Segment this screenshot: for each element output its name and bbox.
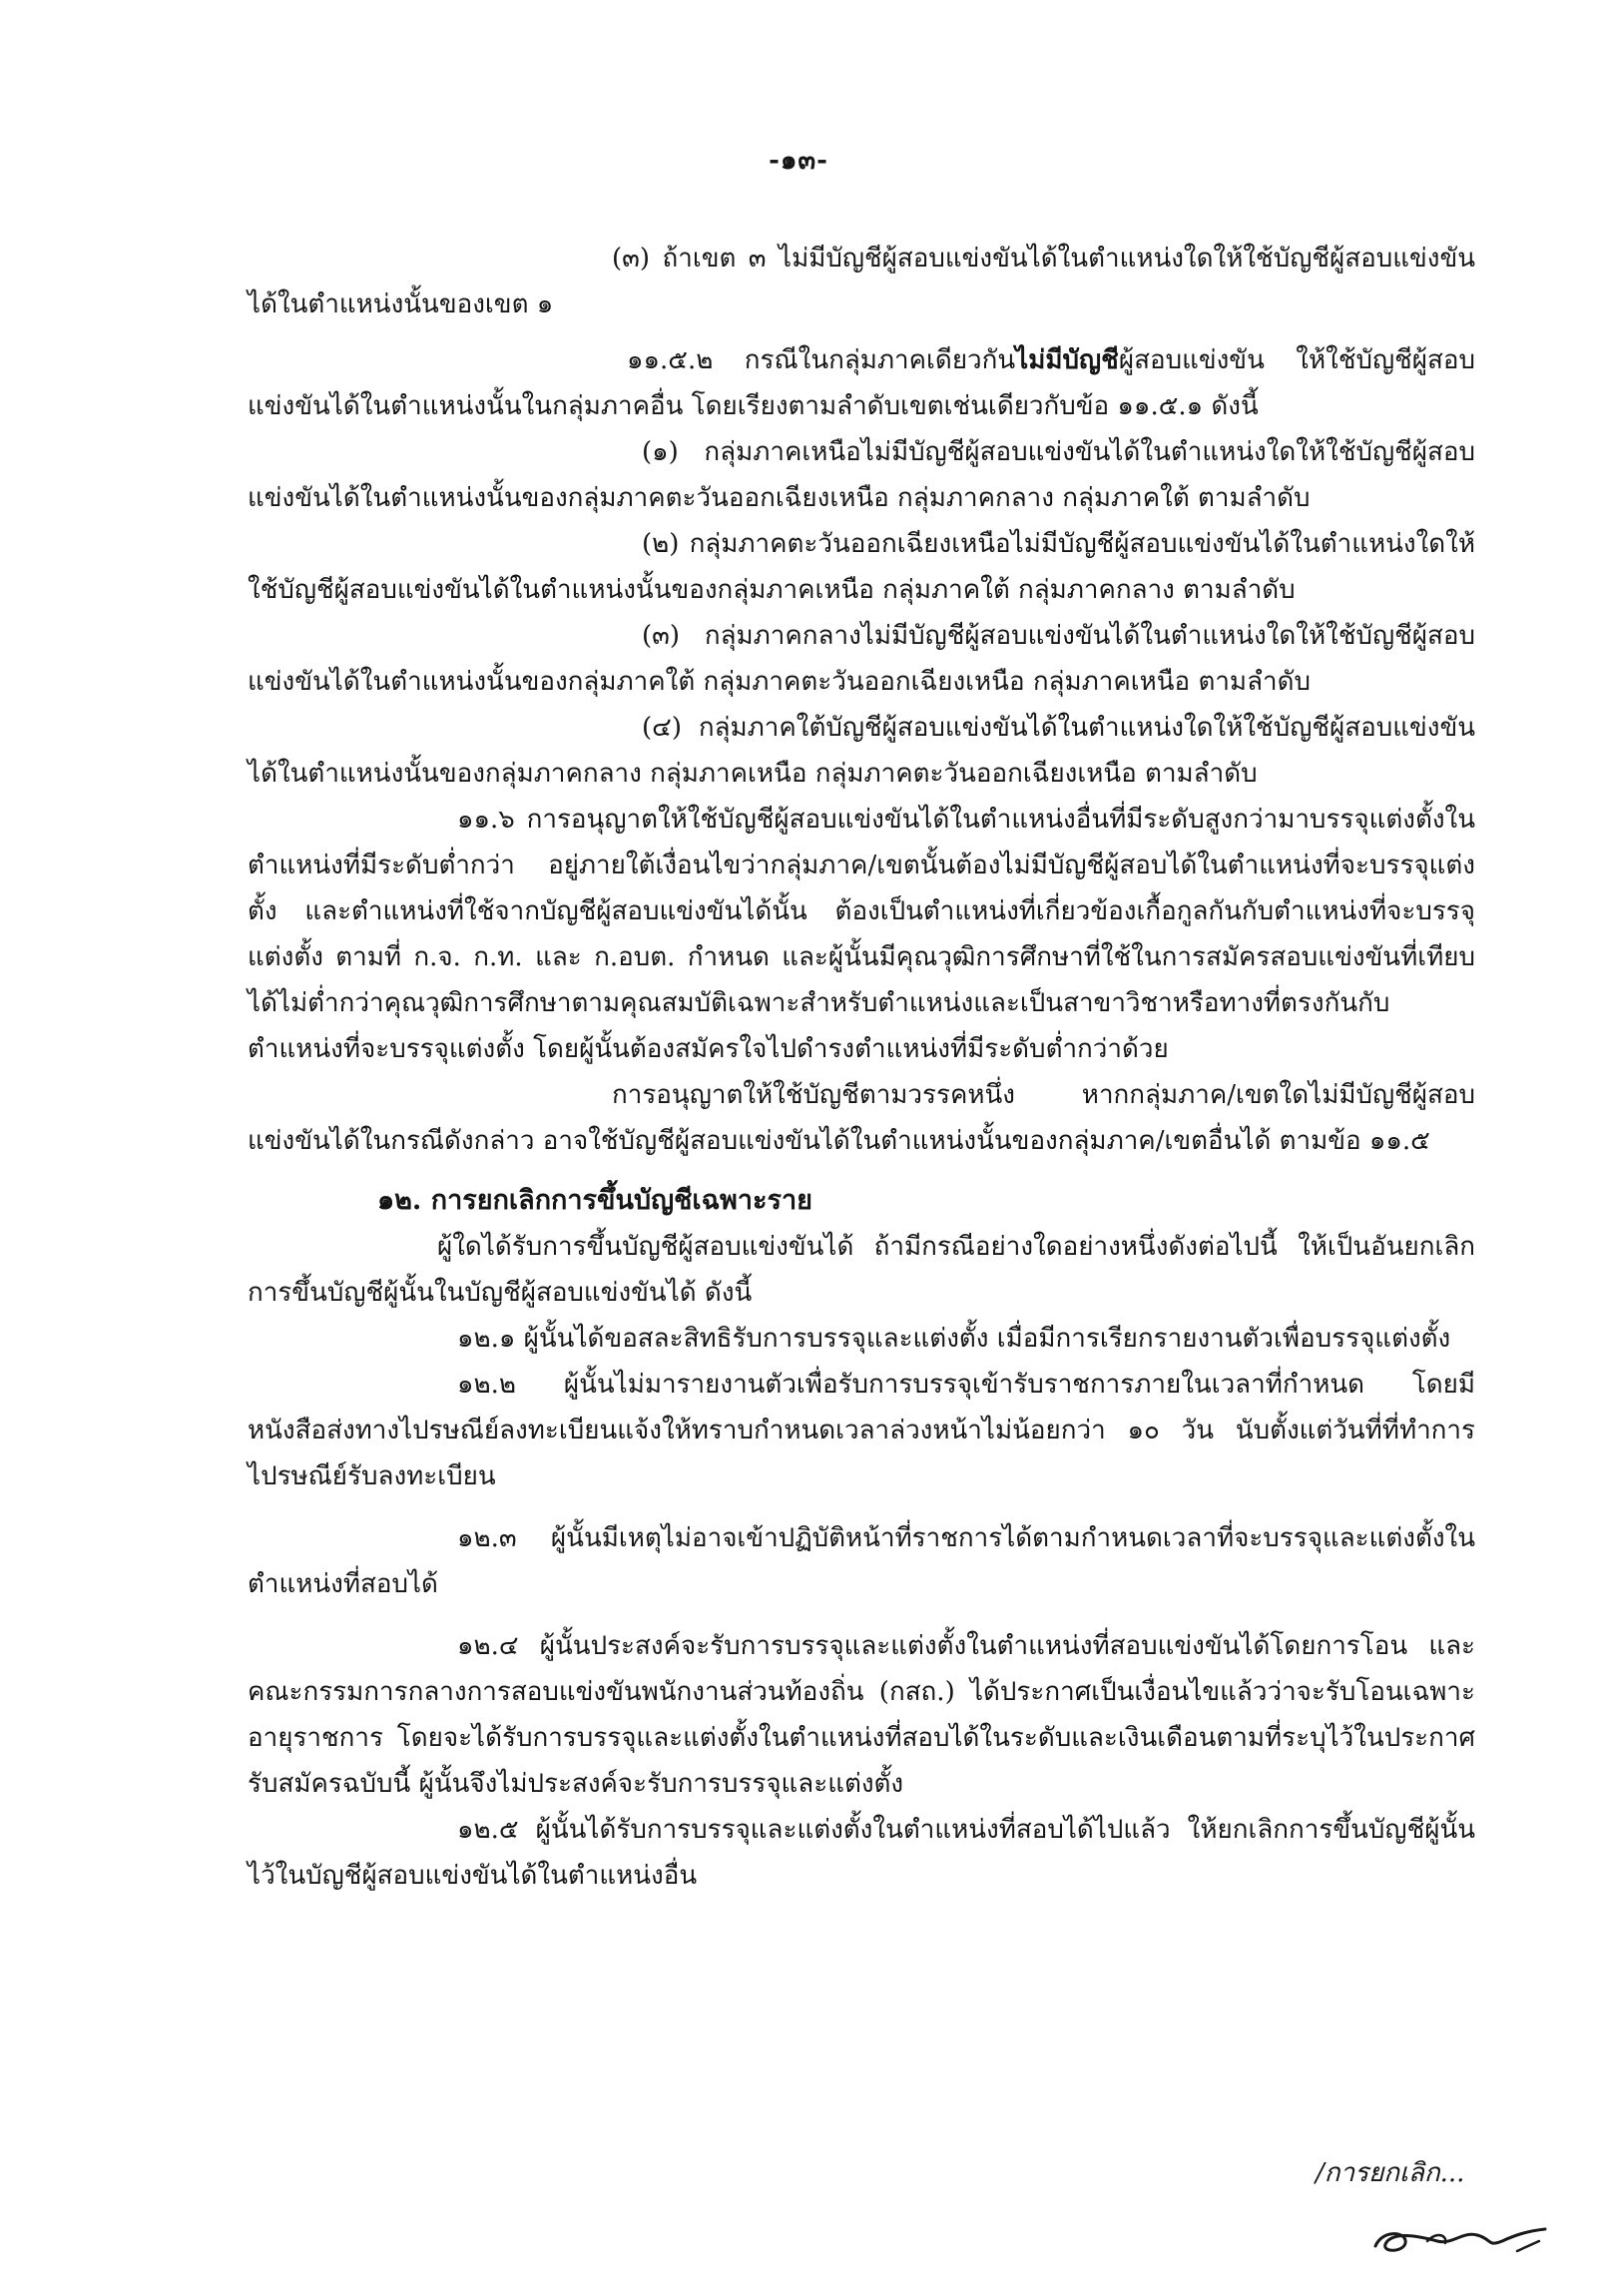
paragraph-11-5-2-lead: ๑๑.๕.๒ กรณีในกลุ่มภาคเดียวกัน bbox=[627, 345, 1016, 375]
paragraph-11-5-2-emphasis: ไม่มีบัญชี bbox=[1015, 345, 1119, 375]
paragraph-12-3: ๑๒.๓ ผู้นั้นมีเหตุไม่อาจเข้าปฏิบัติหน้าที่ราชการได้ตามกำหนดเวลาที่จะบรรจุและแต่งตั้งในตำแหน่งที่สอบได้ bbox=[248, 1523, 1475, 1599]
paragraph-zone3-fallback: (๓) ถ้าเขต ๓ ไม่มีบัญชีผู้สอบแข่งขันได้ในตำแหน่งใดให้ใช้บัญชีผู้สอบแข่งขันได้ในตำแหน่งนั้นของเขต ๑ bbox=[248, 244, 1475, 319]
signature-mark bbox=[1367, 2201, 1567, 2271]
paragraph-north-region: (๑) กลุ่มภาคเหนือไม่มีบัญชีผู้สอบแข่งขันได้ในตำแหน่งใดให้ใช้บัญชีผู้สอบแข่งขันได้ในตำแหน่งนั้นของกลุ่มภาคตะวันออกเฉียงเหนือ กลุ่มภาคกลาง กลุ่มภาคใต้ ตามลำดับ bbox=[248, 437, 1475, 513]
paragraph-11-5-2-rest: ผู้สอบแข่งขัน ให้ใช้บัญชีผู้สอบแข่งขันได้ในตำแหน่งนั้นในกลุ่มภาคอื่น โดยเรียงตามลำดับเขตเช่นเดียวกับข้อ ๑๑.๕.๑ ดังนี้ bbox=[248, 345, 1475, 421]
paragraph-12-5: ๑๒.๕ ผู้นั้นได้รับการบรรจุและแต่งตั้งในตำแหน่งที่สอบได้ไปแล้ว ให้ยกเลิกการขึ้นบัญชีผู้นั้นไว้ในบัญชีผู้สอบแข่งขันได้ในตำแหน่งอื่น bbox=[248, 1815, 1475, 1891]
continuation-note: /การยกเลิก... bbox=[1316, 2158, 1465, 2188]
document-body bbox=[248, 236, 1475, 1899]
paragraph-south-region: (๔) กลุ่มภาคใต้บัญชีผู้สอบแข่งขันได้ในตำแหน่งใดให้ใช้บัญชีผู้สอบแข่งขันได้ในตำแหน่งนั้นของกลุ่มภาคกลาง กลุ่มภาคเหนือ กลุ่มภาคตะวันออกเฉียงเหนือ ตามลำดับ bbox=[248, 713, 1475, 789]
paragraph-11-6-second: การอนุญาตให้ใช้บัญชีตามวรรคหนึ่ง หากกลุ่มภาค/เขตใดไม่มีบัญชีผู้สอบแข่งขันได้ในกรณีดังกล่าว อาจใช้บัญชีผู้สอบแข่งขันได้ในตำแหน่งนั้นของกลุ่มภาค/เขตอื่นได้ ตามข้อ ๑๑.๕ bbox=[248, 1080, 1475, 1156]
paragraph-12-1: ๑๒.๑ ผู้นั้นได้ขอสละสิทธิรับการบรรจุและแต่งตั้ง เมื่อมีการเรียกรายงานตัวเพื่อบรรจุแต่งตั้ง bbox=[457, 1324, 1451, 1354]
paragraph-12-4: ๑๒.๔ ผู้นั้นประสงค์จะรับการบรรจุและแต่งตั้งในตำแหน่งที่สอบแข่งขันได้โดยการโอน และคณะกรรมการกลางการสอบแข่งขันพนักงานส่วนท้องถิ่น (กสถ.) ได้ประกาศเป็นเงื่อนไขแล้วว่าจะรับโอนเฉพาะอายุราชการ โดยจะได้รับการบรรจุและแต่งตั้งในตำแหน่งที่สอบได้ในระดับและเงินเดือนตามที่ระบุไว้ในประกาศรับสมัครฉบับนี้ ผู้นั้นจึงไม่ประสงค์จะรับการบรรจุและแต่งตั้ง bbox=[248, 1631, 1475, 1799]
paragraph-11-5-2 bbox=[248, 337, 1475, 429]
paragraph-central-region: (๓) กลุ่มภาคกลางไม่มีบัญชีผู้สอบแข่งขันได้ในตำแหน่งใดให้ใช้บัญชีผู้สอบแข่งขันได้ในตำแหน่งนั้นของกลุ่มภาคใต้ กลุ่มภาคตะวันออกเฉียงเหนือ กลุ่มภาคเหนือ ตามลำดับ bbox=[248, 621, 1475, 697]
paragraph-12-intro: ผู้ใดได้รับการขึ้นบัญชีผู้สอบแข่งขันได้ ถ้ามีกรณีอย่างใดอย่างหนึ่งดังต่อไปนี้ ให้เป็นอันยกเลิกการขึ้นบัญชีผู้นั้นในบัญชีผู้สอบแข่งขันได้ ดังนี้ bbox=[248, 1232, 1475, 1308]
page-number: -๑๓- bbox=[769, 146, 828, 176]
paragraph-11-6: ๑๑.๖ การอนุญาตให้ใช้บัญชีผู้สอบแข่งขันได้ในตำแหน่งอื่นที่มีระดับสูงกว่ามาบรรจุแต่งตั้งในตำแหน่งที่มีระดับต่ำกว่า อยู่ภายใต้เงื่อนไขว่ากลุ่มภาค/เขตนั้นต้องไม่มีบัญชีผู้สอบได้ในตำแหน่งที่จะบรรจุแต่งตั้ง และตำแหน่งที่ใช้จากบัญชีผู้สอบแข่งขันได้นั้น ต้องเป็นตำแหน่งที่เกี่ยวข้องเกื้อกูลกันกับตำแหน่งที่จะบรรจุแต่งตั้ง ตามที่ ก.จ. ก.ท. และ ก.อบต. กำหนด และผู้นั้นมีคุณวุฒิการศึกษาที่ใช้ในการสมัครสอบแข่งขันที่เทียบได้ไม่ต่ำกว่าคุณวุฒิการศึกษาตามคุณสมบัติเฉพาะสำหรับตำแหน่งและเป็นสาขาวิชาหรือทางที่ตรงกันกับตำแหน่งที่จะบรรจุแต่งตั้ง โดยผู้นั้นต้องสมัครใจไปดำรงตำแหน่งที่มีระดับต่ำกว่าด้วย bbox=[248, 805, 1475, 1064]
paragraph-northeast-region: (๒) กลุ่มภาคตะวันออกเฉียงเหนือไม่มีบัญชีผู้สอบแข่งขันได้ในตำแหน่งใดให้ใช้บัญชีผู้สอบแข่งขันได้ในตำแหน่งนั้นของกลุ่มภาคเหนือ กลุ่มภาคใต้ กลุ่มภาคกลาง ตามลำดับ bbox=[248, 529, 1475, 605]
section-heading-12: ๑๒. การยกเลิกการขึ้นบัญชีเฉพาะราย bbox=[377, 1185, 812, 1216]
paragraph-12-2: ๑๒.๒ ผู้นั้นไม่มารายงานตัวเพื่อรับการบรรจุเข้ารับราชการภายในเวลาที่กำหนด โดยมีหนังสือส่งทางไปรษณีย์ลงทะเบียนแจ้งให้ทราบกำหนดเวลาล่วงหน้าไม่น้อยกว่า ๑๐ วัน นับตั้งแต่วันที่ที่ทำการไปรษณีย์รับลงทะเบียน bbox=[248, 1370, 1475, 1491]
